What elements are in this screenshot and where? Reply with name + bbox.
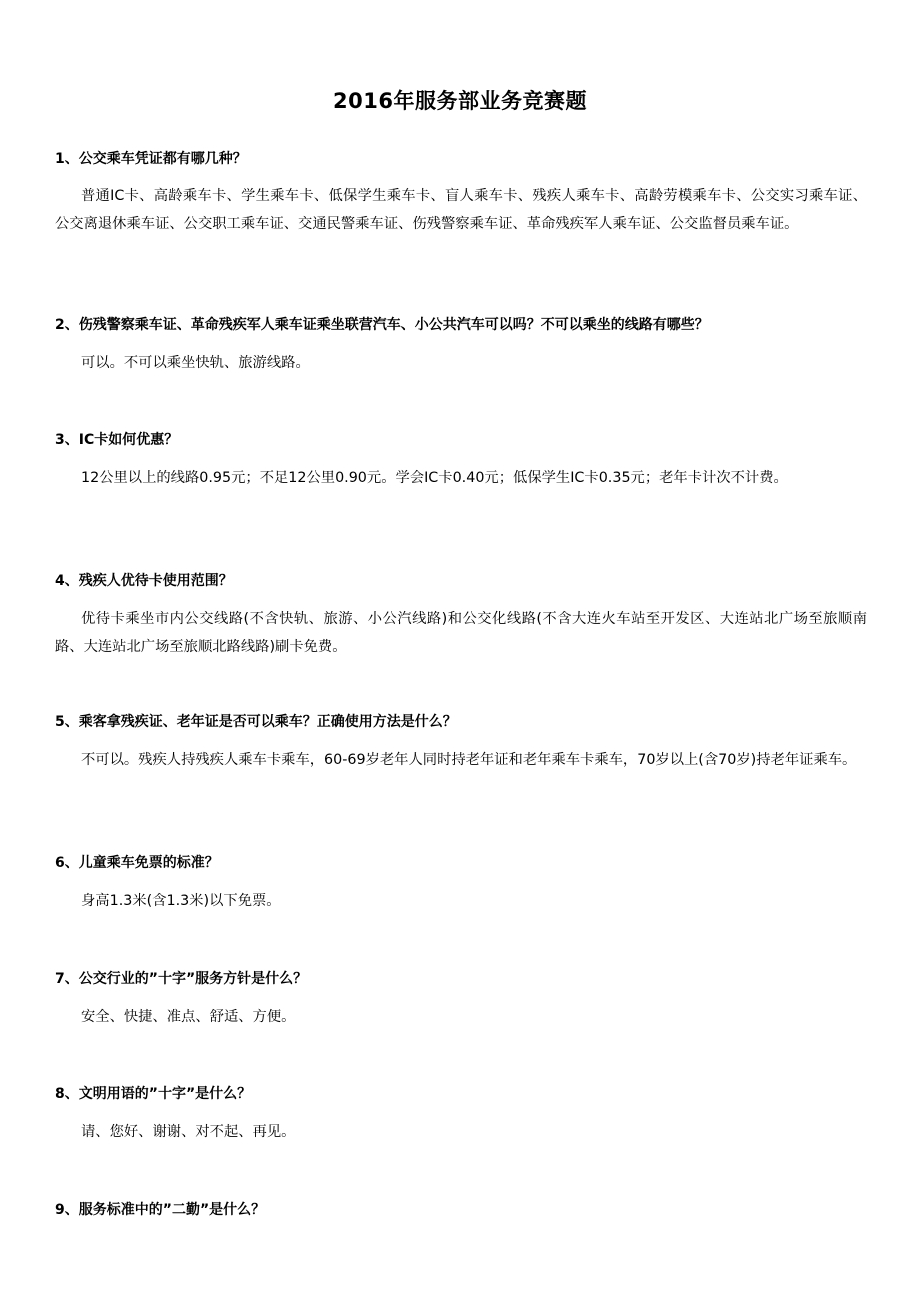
answer-1: 普通IC卡、高龄乘车卡、学生乘车卡、低保学生乘车卡、盲人乘车卡、残疾人乘车卡、高龄劳模乘车卡、公交实习乘车证、公交离退休乘车证、公交职工乘车证、交通民警乘车证、伤残警察乘车证、革命残疾军人乘车证、公交监督员乘车证。 bbox=[55, 188, 867, 232]
question-5: 5、乘客拿残疾证、老年证是否可以乘车？正确使用方法是什么？ bbox=[55, 714, 457, 730]
question-9: 9、服务标准中的”二勤”是什么？ bbox=[55, 1202, 266, 1218]
answer-6: 身高1.3米(含1.3米)以下免票。 bbox=[81, 893, 281, 909]
question-8: 8、文明用语的”十字”是什么？ bbox=[55, 1086, 252, 1102]
question-3: 3、IC卡如何优惠？ bbox=[55, 432, 179, 448]
answer-4: 优待卡乘坐市内公交线路(不含快轨、旅游、小公汽线路)和公交化线路(不含大连火车站至开发区、大连站北广场至旅顺南路、大连站北广场至旅顺北路线路)刷卡免费。 bbox=[55, 611, 867, 655]
answer-5: 不可以。残疾人持残疾人乘车卡乘车，60-69岁老年人同时持老年证和老年乘车卡乘车，70岁以上(含70岁)持老年证乘车。 bbox=[81, 752, 857, 768]
answer-8: 请、您好、谢谢、对不起、再见。 bbox=[81, 1124, 296, 1140]
question-6: 6、儿童乘车免票的标准？ bbox=[55, 855, 219, 871]
answer-3: 12公里以上的线路0.95元；不足12公里0.90元。学会IC卡0.40元；低保学生IC卡0.35元；老年卡计次不计费。 bbox=[81, 470, 788, 486]
question-1: 1、公交乘车凭证都有哪几种？ bbox=[55, 151, 247, 167]
question-7: 7、公交行业的”十字”服务方针是什么？ bbox=[55, 971, 308, 987]
question-4: 4、残疾人优待卡使用范围？ bbox=[55, 573, 233, 589]
answer-2: 可以。不可以乘坐快轨、旅游线路。 bbox=[81, 355, 310, 371]
question-2: 2、伤残警察乘车证、革命残疾军人乘车证乘坐联营汽车、小公共汽车可以吗？不可以乘坐的线路有哪些？ bbox=[55, 317, 709, 333]
answer-7: 安全、快捷、准点、舒适、方便。 bbox=[81, 1009, 296, 1025]
document-title: 2016年服务部业务竞赛题 bbox=[333, 89, 587, 113]
